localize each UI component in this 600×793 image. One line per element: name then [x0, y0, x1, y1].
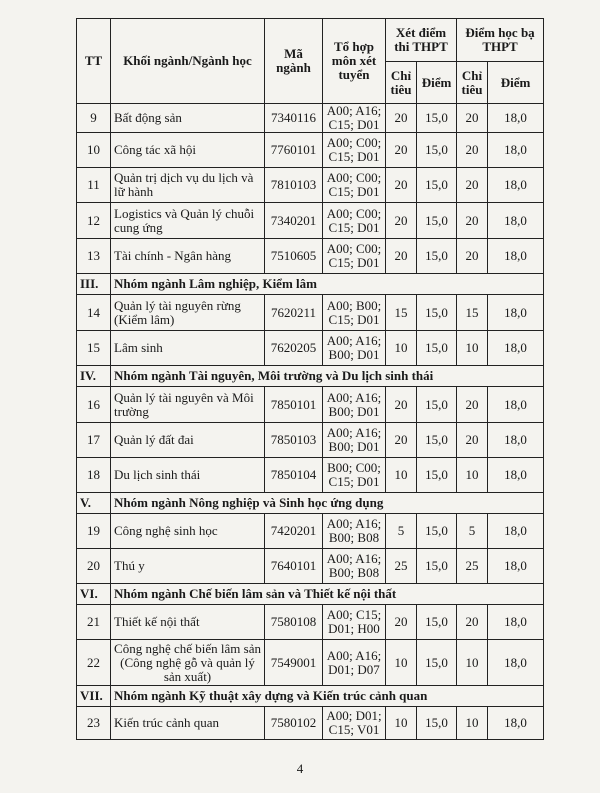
cell-hocba-quota: 5 [457, 514, 488, 549]
cell-field-name: Quản lý tài nguyên rừng (Kiểm lâm) [111, 295, 265, 331]
table-row [77, 239, 544, 274]
cell-field-name: Logistics và Quản lý chuỗi cung ứng [111, 203, 265, 239]
cell-hocba-score: 18,0 [488, 707, 544, 740]
cell-hocba-score: 18,0 [488, 640, 544, 686]
cell-thpt-score: 15,0 [417, 458, 457, 493]
section-number: VI. [77, 584, 111, 605]
cell-hocba-quota: 20 [457, 133, 488, 168]
cell-hocba-score: 18,0 [488, 387, 544, 423]
header-thpt-group: Xét điểm thi THPT [386, 19, 457, 62]
cell-thpt-score: 15,0 [417, 203, 457, 239]
cell-field-name: Thiết kế nội thất [111, 605, 265, 640]
cell-thpt-quota: 10 [386, 707, 417, 740]
cell-code: 7510605 [265, 239, 323, 274]
cell-tt: 14 [77, 295, 111, 331]
cell-hocba-quota: 20 [457, 605, 488, 640]
cell-code: 7620205 [265, 331, 323, 366]
section-title: Nhóm ngành Nông nghiệp và Sinh học ứng dụng [111, 493, 544, 514]
cell-combo: A00; A16; B00; D01 [323, 423, 386, 458]
cell-combo: A00; A16; B00; B08 [323, 514, 386, 549]
cell-thpt-quota: 20 [386, 203, 417, 239]
cell-tt: 18 [77, 458, 111, 493]
cell-thpt-quota: 10 [386, 331, 417, 366]
cell-thpt-quota: 20 [386, 605, 417, 640]
cell-tt: 19 [77, 514, 111, 549]
cell-hocba-score: 18,0 [488, 239, 544, 274]
cell-code: 7580102 [265, 707, 323, 740]
cell-hocba-quota: 10 [457, 707, 488, 740]
cell-thpt-quota: 20 [386, 104, 417, 133]
cell-hocba-score: 18,0 [488, 203, 544, 239]
cell-tt: 22 [77, 640, 111, 686]
cell-combo: A00; B00; C15; D01 [323, 295, 386, 331]
header-hocba-quota: Chỉ tiêu [457, 62, 488, 104]
cell-combo: A00; A16; B00; D01 [323, 331, 386, 366]
cell-hocba-score: 18,0 [488, 423, 544, 458]
header-thpt-score: Điểm [417, 62, 457, 104]
header-field: Khối ngành/Ngành học [111, 19, 265, 104]
cell-combo: A00; C00; C15; D01 [323, 168, 386, 203]
cell-thpt-score: 15,0 [417, 133, 457, 168]
cell-code: 7340201 [265, 203, 323, 239]
cell-tt: 9 [77, 104, 111, 133]
header-hocba-group: Điểm học bạ THPT [457, 19, 544, 62]
cell-combo: A00; C00; C15; D01 [323, 203, 386, 239]
cell-tt: 16 [77, 387, 111, 423]
cell-combo: A00; A16; C15; D01 [323, 104, 386, 133]
cell-hocba-quota: 10 [457, 458, 488, 493]
cell-field-name: Công nghệ chế biến lâm sản (Công nghệ gỗ và quản lý sản xuất) [111, 640, 265, 686]
header-code: Mã ngành [265, 19, 323, 104]
cell-field-name: Thú y [111, 549, 265, 584]
table-row [77, 458, 544, 493]
cell-thpt-score: 15,0 [417, 605, 457, 640]
section-number: IV. [77, 366, 111, 387]
cell-thpt-score: 15,0 [417, 514, 457, 549]
table-row [77, 605, 544, 640]
cell-thpt-quota: 20 [386, 423, 417, 458]
section-row [77, 686, 544, 707]
cell-tt: 17 [77, 423, 111, 458]
section-row [77, 274, 544, 295]
cell-code: 7420201 [265, 514, 323, 549]
cell-thpt-score: 15,0 [417, 295, 457, 331]
cell-hocba-quota: 10 [457, 331, 488, 366]
cell-thpt-score: 15,0 [417, 331, 457, 366]
cell-thpt-score: 15,0 [417, 239, 457, 274]
section-row [77, 584, 544, 605]
cell-field-name: Quản lý đất đai [111, 423, 265, 458]
cell-tt: 10 [77, 133, 111, 168]
section-title: Nhóm ngành Tài nguyên, Môi trường và Du lịch sinh thái [111, 366, 544, 387]
cell-hocba-score: 18,0 [488, 458, 544, 493]
cell-hocba-quota: 20 [457, 203, 488, 239]
cell-hocba-score: 18,0 [488, 104, 544, 133]
cell-thpt-quota: 10 [386, 458, 417, 493]
cell-hocba-score: 18,0 [488, 605, 544, 640]
cell-tt: 12 [77, 203, 111, 239]
cell-hocba-score: 18,0 [488, 133, 544, 168]
cell-hocba-quota: 20 [457, 239, 488, 274]
cell-combo: A00; A16; D01; D07 [323, 640, 386, 686]
cell-combo: A00; D01; C15; V01 [323, 707, 386, 740]
table-row [77, 133, 544, 168]
header-thpt-quota: Chỉ tiêu [386, 62, 417, 104]
section-title: Nhóm ngành Lâm nghiệp, Kiểm lâm [111, 274, 544, 295]
cell-tt: 15 [77, 331, 111, 366]
cell-tt: 23 [77, 707, 111, 740]
cell-thpt-score: 15,0 [417, 168, 457, 203]
cell-combo: B00; C00; C15; D01 [323, 458, 386, 493]
cell-combo: A00; C15; D01; H00 [323, 605, 386, 640]
cell-thpt-score: 15,0 [417, 104, 457, 133]
section-number: V. [77, 493, 111, 514]
cell-field-name: Công tác xã hội [111, 133, 265, 168]
table-row [77, 104, 544, 133]
section-row [77, 493, 544, 514]
table-row [77, 707, 544, 740]
cell-field-name: Kiến trúc cảnh quan [111, 707, 265, 740]
table-row [77, 549, 544, 584]
cell-thpt-score: 15,0 [417, 640, 457, 686]
cell-thpt-score: 15,0 [417, 423, 457, 458]
admissions-table [76, 18, 544, 740]
cell-hocba-quota: 15 [457, 295, 488, 331]
table-row [77, 331, 544, 366]
header-row [77, 19, 544, 62]
cell-hocba-quota: 10 [457, 640, 488, 686]
cell-hocba-score: 18,0 [488, 168, 544, 203]
cell-code: 7850104 [265, 458, 323, 493]
table-row [77, 203, 544, 239]
cell-thpt-quota: 15 [386, 295, 417, 331]
cell-code: 7760101 [265, 133, 323, 168]
cell-code: 7810103 [265, 168, 323, 203]
cell-hocba-score: 18,0 [488, 331, 544, 366]
section-number: III. [77, 274, 111, 295]
cell-field-name: Tài chính - Ngân hàng [111, 239, 265, 274]
cell-code: 7850101 [265, 387, 323, 423]
table-row [77, 514, 544, 549]
cell-tt: 21 [77, 605, 111, 640]
header-tt: TT [77, 19, 111, 104]
table-row [77, 387, 544, 423]
cell-hocba-quota: 25 [457, 549, 488, 584]
cell-hocba-score: 18,0 [488, 295, 544, 331]
cell-thpt-quota: 20 [386, 168, 417, 203]
table-row [77, 168, 544, 203]
header-combo: Tổ hợp môn xét tuyển [323, 19, 386, 104]
section-title: Nhóm ngành Kỹ thuật xây dựng và Kiến trúc cảnh quan [111, 686, 544, 707]
cell-tt: 20 [77, 549, 111, 584]
table-row [77, 640, 544, 686]
cell-hocba-quota: 20 [457, 387, 488, 423]
cell-hocba-score: 18,0 [488, 514, 544, 549]
cell-code: 7580108 [265, 605, 323, 640]
section-row [77, 366, 544, 387]
cell-thpt-quota: 10 [386, 640, 417, 686]
cell-tt: 13 [77, 239, 111, 274]
cell-combo: A00; A16; B00; B08 [323, 549, 386, 584]
cell-thpt-quota: 20 [386, 239, 417, 274]
cell-hocba-quota: 20 [457, 423, 488, 458]
cell-code: 7850103 [265, 423, 323, 458]
cell-tt: 11 [77, 168, 111, 203]
cell-thpt-score: 15,0 [417, 707, 457, 740]
cell-field-name: Lâm sinh [111, 331, 265, 366]
cell-field-name: Bất động sản [111, 104, 265, 133]
table-row [77, 295, 544, 331]
cell-code: 7549001 [265, 640, 323, 686]
page-number: 4 [296, 761, 304, 776]
table-body [77, 104, 544, 740]
cell-thpt-score: 15,0 [417, 549, 457, 584]
cell-field-name: Công nghệ sinh học [111, 514, 265, 549]
cell-thpt-score: 15,0 [417, 387, 457, 423]
cell-hocba-quota: 20 [457, 168, 488, 203]
cell-combo: A00; A16; B00; D01 [323, 387, 386, 423]
cell-hocba-quota: 20 [457, 104, 488, 133]
table-row [77, 423, 544, 458]
cell-combo: A00; C00; C15; D01 [323, 239, 386, 274]
cell-code: 7620211 [265, 295, 323, 331]
cell-thpt-quota: 20 [386, 387, 417, 423]
cell-code: 7640101 [265, 549, 323, 584]
cell-thpt-quota: 25 [386, 549, 417, 584]
header-hocba-score: Điểm [488, 62, 544, 104]
cell-combo: A00; C00; C15; D01 [323, 133, 386, 168]
cell-hocba-score: 18,0 [488, 549, 544, 584]
cell-thpt-quota: 5 [386, 514, 417, 549]
cell-field-name: Du lịch sinh thái [111, 458, 265, 493]
section-title: Nhóm ngành Chế biến lâm sản và Thiết kế nội thất [111, 584, 544, 605]
cell-thpt-quota: 20 [386, 133, 417, 168]
cell-code: 7340116 [265, 104, 323, 133]
cell-field-name: Quản trị dịch vụ du lịch và lữ hành [111, 168, 265, 203]
section-number: VII. [77, 686, 111, 707]
cell-field-name: Quản lý tài nguyên và Môi trường [111, 387, 265, 423]
